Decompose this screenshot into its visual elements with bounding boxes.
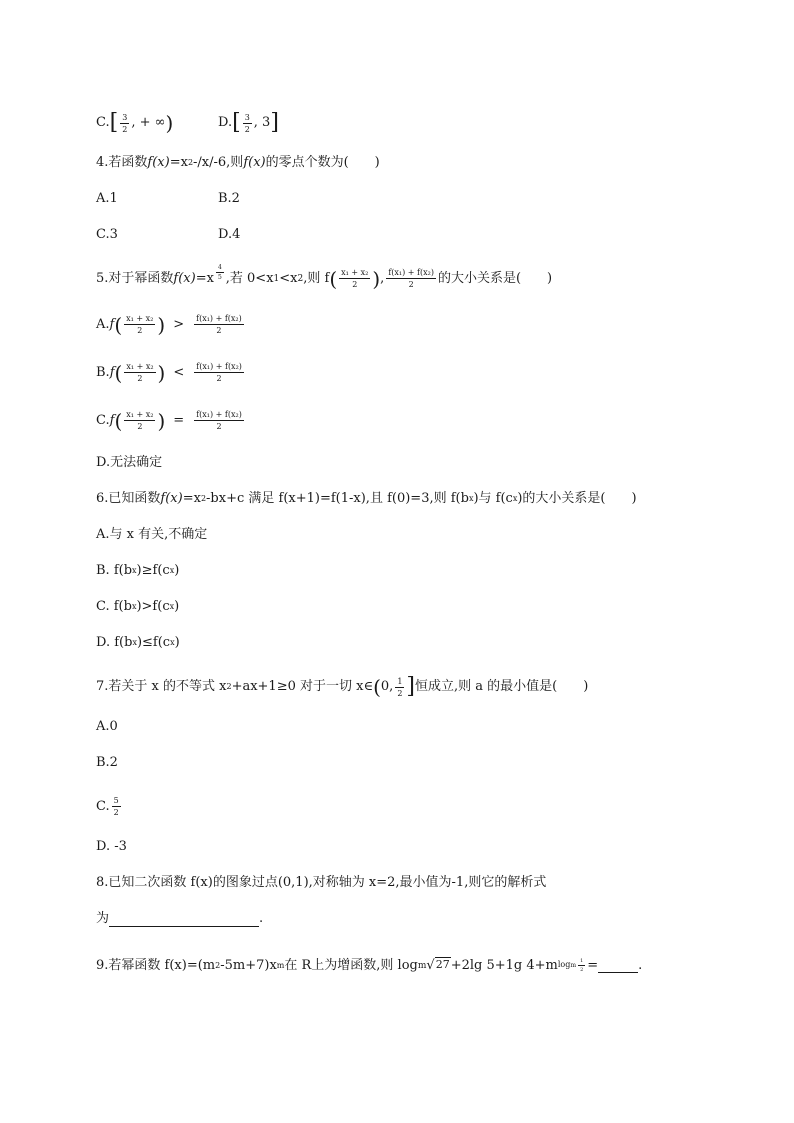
bracket: [	[109, 110, 119, 135]
interval-rest: , + ∞	[131, 115, 166, 130]
option-text: D. -3	[96, 839, 127, 854]
q6-stem	[96, 490, 637, 508]
text: 在 R上为增函数,则 log	[284, 957, 418, 973]
text: B. f(b	[96, 563, 133, 578]
superscript: 2	[187, 158, 194, 167]
text: =x	[182, 491, 201, 506]
text: )	[174, 563, 180, 578]
text: )	[174, 599, 180, 614]
q4-stem	[96, 154, 380, 172]
text: =x	[195, 270, 214, 286]
exponent	[558, 956, 587, 975]
text: f	[109, 364, 115, 380]
option-text: B.2	[96, 755, 118, 770]
paren: )	[157, 360, 166, 385]
text: ,若 0<x	[225, 270, 274, 286]
q5-option-c	[96, 410, 246, 431]
paren: (	[114, 312, 123, 337]
sqrt	[426, 957, 450, 975]
fraction: $\frac{3}{2}$	[122, 112, 128, 134]
text: f(x)	[243, 155, 266, 170]
q6-option-c	[96, 598, 179, 616]
fraction: $\frac{1}{2}$	[397, 676, 403, 698]
text: 恒成立,则 a 的最小值是( )	[415, 679, 589, 694]
subscript: m	[570, 962, 577, 969]
superscript: x	[132, 566, 137, 575]
text: log	[557, 960, 571, 969]
q7-stem	[96, 676, 588, 698]
text: +2lg 5+1g 4+m	[450, 957, 558, 973]
text: 8.已知二次函数 f(x)的图象过点(0,1),对称轴为 x=2,最小值为-1,则它的解析式	[96, 875, 547, 890]
option-label: C.	[96, 412, 110, 428]
superscript: 2	[226, 682, 232, 691]
fraction: $\frac{\text{f(x₁) + f(x₂)}}{2}$	[196, 314, 242, 335]
text: <x	[279, 270, 298, 286]
option-label: D.	[218, 115, 233, 130]
option-label: B.	[96, 364, 110, 380]
paren: (	[114, 360, 123, 385]
text: f(x)	[160, 491, 183, 506]
text: C. f(b	[96, 599, 132, 614]
text: f(x)	[147, 155, 170, 170]
fraction: $\frac{3}{2}$	[244, 112, 250, 134]
option-text: D.4	[218, 227, 241, 242]
q7-option-a	[96, 718, 118, 736]
q4-option-b	[218, 190, 240, 208]
bracket: [	[232, 110, 241, 135]
text: 9.若幂函数 f(x)=(m	[96, 957, 216, 973]
q5-option-d	[96, 454, 162, 472]
fraction: $\frac{\text{f(x₁) + f(x₂)}}{2}$	[388, 268, 434, 289]
text: ,	[380, 270, 385, 286]
superscript: x	[131, 602, 137, 611]
text: -bx+c 满足 f(x+1)=f(1-x),且 f(0)=3,则 f(b	[206, 491, 469, 506]
q5-stem	[96, 264, 553, 291]
superscript: x	[512, 494, 518, 503]
fraction: $\frac{\text{f(x₁) + f(x₂)}}{2}$	[196, 362, 242, 383]
text: )	[174, 635, 180, 650]
fraction: $\frac{\text{f(x₁) + f(x₂)}}{2}$	[196, 410, 242, 431]
text: =x	[169, 155, 188, 170]
q3-option-d	[218, 112, 279, 134]
paren: (	[114, 408, 123, 433]
text: 7.若关于 x 的不等式 x	[96, 679, 227, 694]
relation: >	[173, 316, 185, 332]
q6-option-d	[96, 634, 180, 652]
superscript: x	[169, 602, 175, 611]
q3-option-c	[96, 112, 173, 134]
bracket: ]	[270, 110, 279, 135]
q9-stem	[96, 956, 642, 975]
paren: )	[372, 266, 381, 291]
text: )≥f(c	[136, 563, 170, 578]
text: f	[109, 412, 115, 428]
text: D. f(b	[96, 635, 133, 650]
text: f(x)	[173, 270, 196, 286]
text: .	[638, 957, 643, 973]
option-text: B.2	[218, 191, 240, 206]
text: 的零点个数为( )	[265, 155, 380, 170]
answer-blank[interactable]	[109, 912, 259, 927]
text: .	[259, 911, 264, 926]
q4-option-c	[96, 226, 118, 244]
text: f	[109, 316, 115, 332]
text: )的大小关系是( )	[517, 491, 637, 506]
superscript: x	[170, 638, 175, 647]
option-text: A.1	[96, 191, 118, 206]
paren: (	[373, 675, 381, 699]
q7-option-d	[96, 838, 127, 856]
q4-option-a	[96, 190, 118, 208]
q5-option-a	[96, 314, 246, 335]
text: 0,	[380, 679, 394, 694]
fraction: $\frac{\text{x₁ + x₂}}{2}$	[126, 314, 154, 335]
superscript: 2	[200, 494, 207, 503]
relation: =	[173, 412, 185, 428]
q8-stem	[96, 874, 546, 892]
option-text: D.无法确定	[96, 455, 163, 470]
text: +ax+1≥0 对于一切 x∈	[231, 679, 374, 694]
bracket: ]	[406, 674, 415, 699]
paren: (	[329, 266, 338, 291]
sqrt-icon: √	[426, 957, 435, 973]
subscript: 2	[297, 273, 304, 284]
superscript: x	[169, 566, 175, 575]
fraction: $\frac{\text{x₁ + x₂}}{2}$	[126, 362, 154, 383]
fraction: $\frac{\text{x₁ + x₂}}{2}$	[341, 268, 369, 289]
text: ,则 f	[303, 270, 330, 286]
q6-option-a	[96, 526, 207, 544]
superscript: 2	[215, 960, 221, 970]
q6-option-b	[96, 562, 179, 580]
q8-answer-line	[96, 910, 263, 928]
relation: <	[173, 364, 185, 380]
q7-option-b	[96, 754, 118, 772]
superscript: x	[468, 494, 474, 503]
option-text: A.与 x 有关,不确定	[96, 527, 208, 542]
subscript: m	[417, 960, 427, 971]
subscript: 1	[273, 273, 280, 284]
superscript: m	[276, 960, 285, 970]
radicand: 27	[435, 957, 450, 971]
q4-option-d	[218, 226, 240, 244]
option-label: C.	[96, 798, 110, 814]
option-text: A.0	[96, 719, 118, 734]
exponent-fraction: $\frac{4}{5}$	[217, 264, 222, 281]
answer-blank[interactable]	[598, 958, 638, 973]
text: -/x/-6,则	[193, 155, 244, 170]
fraction: $\frac{\text{x₁ + x₂}}{2}$	[126, 410, 154, 431]
fraction: $\frac{5}{2}$	[113, 796, 119, 817]
text: 的大小关系是( )	[437, 270, 553, 286]
fraction: $\frac{1}{2}$	[580, 957, 584, 973]
option-text: C.3	[96, 227, 118, 242]
text: 6.已知函数	[96, 491, 161, 506]
option-label: C.	[96, 115, 110, 130]
q5-option-b	[96, 362, 246, 383]
text: =	[587, 957, 599, 973]
text: )与 f(c	[473, 491, 513, 506]
option-label: A.	[96, 316, 110, 332]
text: 5.对于幂函数	[96, 270, 174, 286]
text: 为	[96, 911, 110, 926]
text: )>f(c	[136, 599, 170, 614]
paren: )	[157, 408, 166, 433]
text: -5m+7)x	[220, 957, 277, 973]
text: )≤f(c	[136, 635, 171, 650]
interval-rest: , 3	[253, 115, 271, 130]
paren: )	[165, 111, 174, 135]
superscript: x	[132, 638, 137, 647]
paren: )	[157, 312, 166, 337]
q7-option-c	[96, 796, 123, 817]
text: 4.若函数	[96, 155, 148, 170]
